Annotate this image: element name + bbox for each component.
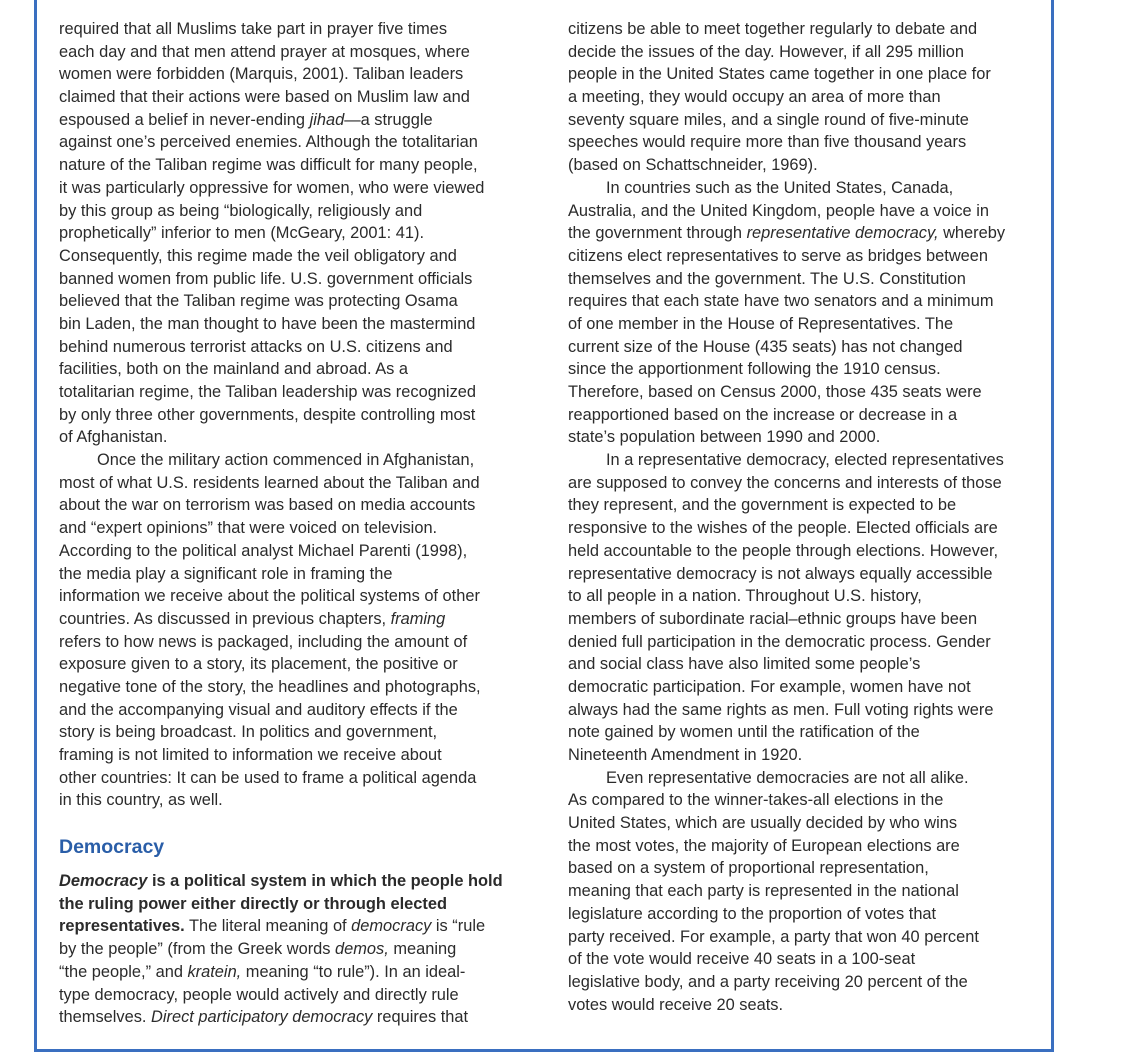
text-span: the government through [568,224,747,243]
text-line: representative democracy is not always equally accessible [568,564,993,583]
text-line: legislature according to the proportion of votes that [568,904,937,923]
text-span: by the people” (from the Greek words [59,940,336,959]
text-line: behind numerous terrorist attacks on U.S. citizens and [59,337,453,356]
text-line: According to the political analyst Michael Parenti (1998), [59,541,468,560]
right-column [568,18,1038,1016]
text-line: themselves and the government. The U.S. Constitution [568,269,966,288]
definition-text: is a political system in which the people hold [147,872,503,891]
text-line: by only three other governments, despite controlling most [59,405,476,424]
text-line: of the vote would receive 40 seats in a 100-seat [568,950,916,969]
text-span: is “rule [431,917,486,936]
text-line: democratic participation. For example, women have not [568,677,971,696]
text-line: totalitarian regime, the Taliban leadership was recognized [59,383,476,401]
text-line: negative tone of the story, the headlines and photographs, [59,677,481,696]
text-line: refers to how news is packaged, including the amount of [59,632,468,651]
text-line: In countries such as the United States, Canada, [606,178,954,197]
text-line: Therefore, based on Census 2000, those 435 seats were [568,383,982,401]
text-line: votes would receive 20 seats. [568,995,784,1014]
text-line: claimed that their actions were based on Muslim law and [59,88,470,107]
text-line: legislative body, and a party receiving 20 percent of the [568,972,968,991]
italic-term: demos, [335,940,389,959]
definition-paragraph [59,870,529,1029]
italic-term: framing [390,609,446,628]
left-paragraph-1 [59,18,529,449]
text-line: women were forbidden (Marquis, 2001). Taliban leaders [59,65,464,84]
right-paragraph-3 [568,449,1038,767]
text-line: based on a system of proportional representation, [568,859,929,878]
text-line: meaning that each party is represented in the national [568,882,959,901]
italic-term: representative democracy, [746,224,939,243]
text-span: themselves. [59,1008,152,1027]
text-line: denied full participation in the democratic process. Gender [568,632,991,651]
text-line: to all people in a nation. Throughout U.S. history, [568,587,922,606]
text-line: banned women from public life. U.S. government officials [59,269,473,288]
text-line: Australia, and the United Kingdom, people have a voice in [568,201,989,220]
text-line: required that all Muslims take part in prayer five times [59,20,448,38]
right-paragraph-1 [568,18,1038,177]
text-line: bin Laden, the man thought to have been the mastermind [59,314,476,333]
text-line: held accountable to the people through elections. However, [568,541,999,560]
text-line: of one member in the House of Representatives. The [568,314,954,333]
text-line: people in the United States came together in one place for [568,65,991,84]
text-line: the media play a significant role in framing the [59,564,393,583]
text-line: each day and that men attend prayer at mosques, where [59,42,470,61]
text-span: whereby [938,224,1006,243]
text-line: story is being broadcast. In politics and government, [59,723,438,742]
text-line [59,1006,529,1029]
text-line: of Afghanistan. [59,428,168,447]
text-line: are supposed to convey the concerns and interests of those [568,473,1002,492]
text-line: in this country, as well. [59,791,223,810]
text-line: Consequently, this regime made the veil obligatory and [59,246,457,265]
text-line: nature of the Taliban regime was difficult for many people, [59,156,478,175]
text-line [59,915,529,938]
text-line: decide the issues of the day. However, if all 295 million [568,42,965,61]
text-span: requires that [372,1008,469,1027]
text-line: members of subordinate racial–ethnic groups have been [568,609,978,628]
text-line: the most votes, the majority of European elections are [568,836,960,855]
text-span: “the people,” and [59,962,188,981]
text-line [568,222,1038,245]
text-line [59,870,529,893]
text-line: current size of the House (435 seats) has not changed [568,337,963,356]
text-line: facilities, both on the mainland and abroad. As a [59,360,408,379]
text-line: exposure given to a story, its placement, the positive or [59,655,458,674]
text-line: Once the military action commenced in Afghanistan, [97,451,475,470]
text-line: citizens be able to meet together regularly to debate and [568,20,978,38]
text-span: meaning “to rule”). In an ideal- [241,962,466,981]
left-paragraph-2 [59,449,529,812]
right-paragraph-2 [568,177,1038,449]
text-line: responsive to the wishes of the people. Elected officials are [568,519,998,538]
text-line: United States, which are usually decided by who wins [568,814,958,833]
definition-text: representatives. [59,917,185,936]
italic-term: democracy [351,917,432,936]
text-line: it was particularly oppressive for women, who were viewed [59,178,485,197]
text-line [59,608,529,631]
text-line: prophetically” inferior to men (McGeary, 2001: 41). [59,224,424,243]
text-line: requires that each state have two senators and a minimum [568,292,994,311]
text-line: about the war on terrorism was based on media accounts [59,496,476,515]
text-line: and the accompanying visual and auditory effects if the [59,700,458,719]
text-line: they represent, and the government is expected to be [568,496,957,515]
italic-term: jihad [309,110,345,129]
right-paragraph-4 [568,767,1038,1017]
text-line: framing is not limited to information we receive about [59,746,442,764]
text-line: Even representative democracies are not all alike. [606,768,969,787]
text-line: note gained by women until the ratification of the [568,723,920,742]
text-line: the ruling power either directly or through elected [59,894,447,913]
text-line: speeches would require more than five thousand years [568,133,967,152]
text-span: countries. As discussed in previous chapters, [59,609,391,628]
text-line: most of what U.S. residents learned about the Taliban and [59,473,480,492]
text-line: citizens elect representatives to serve as bridges between [568,246,989,265]
defined-term: Democracy [59,872,148,891]
text-span: espoused a belief in never-ending [59,110,310,129]
text-span: —a struggle [344,110,433,129]
text-line: since the apportionment following the 1910 census. [568,360,941,379]
text-line: other countries: It can be used to frame a political agenda [59,768,477,787]
section-heading-democracy: Democracy [59,836,165,859]
text-line: and “expert opinions” that were voiced on television. [59,519,438,538]
text-line: information we receive about the political systems of other [59,587,480,606]
text-line: In a representative democracy, elected representatives [606,451,1004,470]
text-line: reapportioned based on the increase or decrease in a [568,405,958,424]
text-line [59,961,529,984]
text-line: type democracy, people would actively and directly rule [59,985,459,1004]
text-line: against one’s perceived enemies. Although the totalitarian [59,133,478,152]
text-line: seventy square miles, and a single round of five-minute [568,110,969,129]
text-line [59,109,529,132]
text-line: always had the same rights as men. Full voting rights were [568,700,994,719]
text-line: state’s population between 1990 and 2000. [568,428,881,447]
text-line: by this group as being “biologically, religiously and [59,201,423,220]
text-line: party received. For example, a party that won 40 percent [568,927,979,946]
text-line [59,938,529,961]
text-line: a meeting, they would occupy an area of more than [568,88,941,107]
left-column [59,18,529,1029]
italic-term: Direct participatory democracy [151,1008,373,1027]
text-line: Nineteenth Amendment in 1920. [568,746,803,764]
text-span: meaning [388,940,457,959]
text-line: (based on Schattschneider, 1969). [568,156,818,175]
text-line: believed that the Taliban regime was protecting Osama [59,292,458,311]
text-line: and social class have also limited some people’s [568,655,921,674]
italic-term: kratein, [187,962,242,981]
text-span: The literal meaning of [184,917,352,936]
text-line: As compared to the winner-takes-all elections in the [568,791,944,810]
